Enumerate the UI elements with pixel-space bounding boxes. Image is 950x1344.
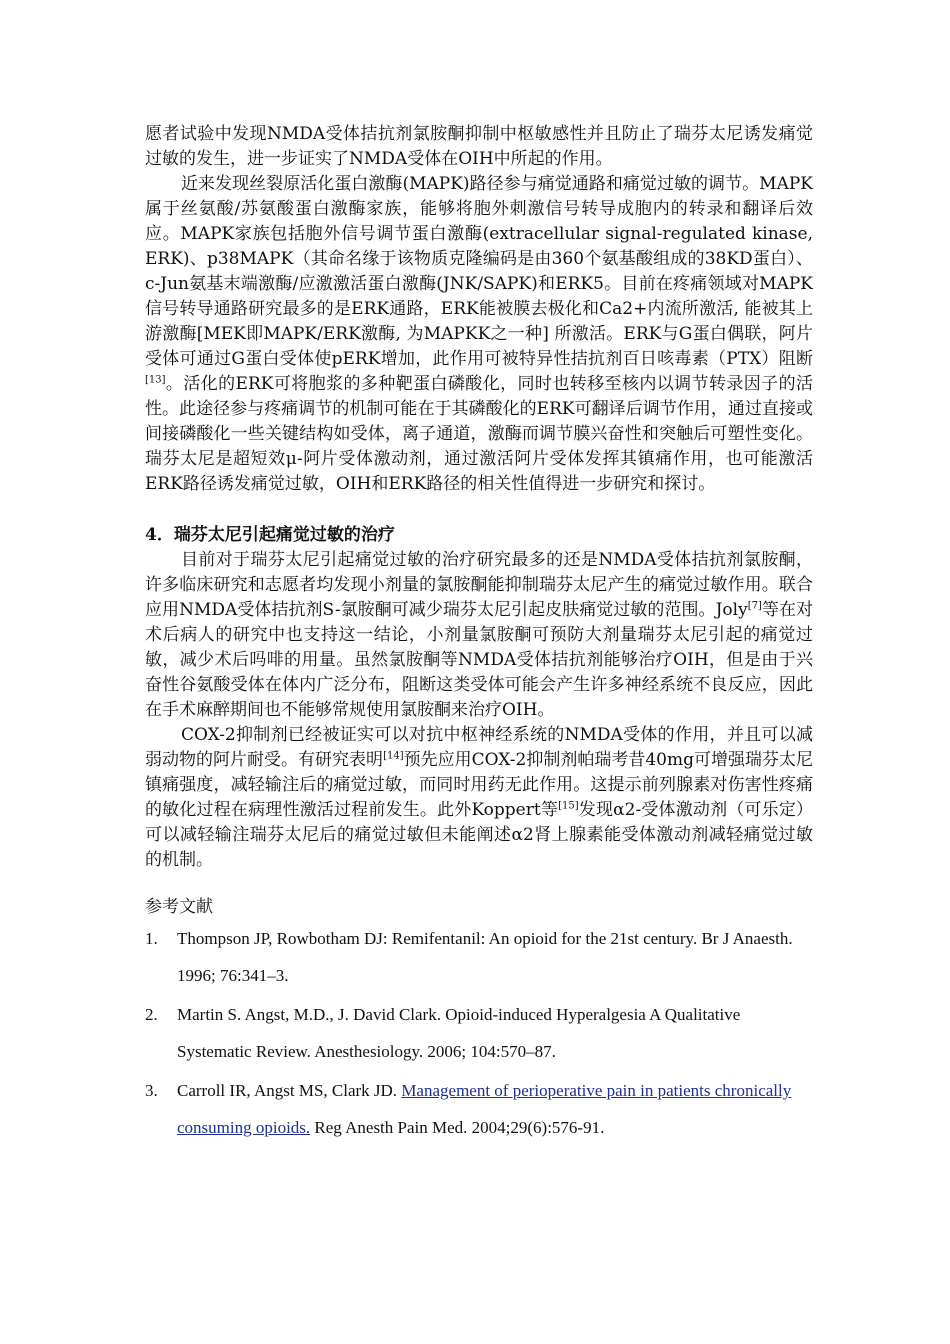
document-page <box>145 122 813 1148</box>
section-heading: 4．瑞芬太尼引起痛觉过敏的治疗 <box>145 525 395 545</box>
reference-link[interactable]: Management of perioperative pain in patients chronically consuming opioids. <box>177 1081 792 1137</box>
reference-number: 2. <box>145 1005 158 1024</box>
paragraph-ketamine-treatment: 目前对于瑞芬太尼引起痛觉过敏的治疗研究最多的还是NMDA受体拮抗剂氯胺酮，许多临床研究和志愿者均发现小剂量的氯胺酮能抑制瑞芬太尼产生的痛觉过敏作用。联合应用NMDA受体拮抗剂S-氯胺酮可减少瑞芬太尼引起皮肤痛觉过敏的范围。Joly[7]等在对术后病人的研究中也支持这一结论，小剂量氯胺酮可预防大剂量瑞芬太尼引起的痛觉过敏，减少术后吗啡的用量。虽然氯胺酮等NMDA受体拮抗剂能够治疗OIH，但是由于兴奋性谷氨酸受体在体内广泛分布，阻断这类受体可能会产生许多神经系统不良反应，因此在手术麻醉期间也不能够常规使用氯胺酮来治疗OIH。 <box>145 550 813 720</box>
reference-text: Thompson JP, Rowbotham DJ: Remifentanil: An opioid for the 21st century. Br J Anaesth. 1996; 76:341–3. <box>177 929 793 985</box>
reference-item <box>145 920 813 994</box>
citation-15: [15] <box>558 800 579 812</box>
reference-text-post: Reg Anesth Pain Med. 2004;29(6):576-91. <box>310 1118 605 1137</box>
reference-item <box>145 996 813 1070</box>
citation-14: [14] <box>383 750 404 762</box>
reference-number: 3. <box>145 1081 158 1100</box>
paragraph-mapk-pathway: 近来发现丝裂原活化蛋白激酶(MAPK)路径参与痛觉通路和痛觉过敏的调节。MAPK属于丝氨酸/苏氨酸蛋白激酶家族，能够将胞外刺激信号转导成胞内的转录和翻译后效应。MAPK家族包括胞外信号调节蛋白激酶(extracellular signal-regulated kinase, ERK)、p38MAPK（其命名缘于该物质克隆编码是由360个氨基酸组成的38KD蛋白）、c-Jun氨基末端激酶/应激激活蛋白激酶(JNK/SAPK)和ERK5。目前在疼痛领域对MAPK信号转导通路研究最多的是ERK通路，ERK能被膜去极化和Ca2+内流所激活, 能被其上游激酶[MEK即MAPK/ERK激酶, 为MAPKK之一种] 所激活。ERK与G蛋白偶联，阿片受体可通过G蛋白受体使pERK增加，此作用可被特异性拮抗剂百日咳毒素（PTX）阻断[13]。活化的ERK可将胞浆的多种靶蛋白磷酸化，同时也转移至核内以调节转录因子的活性。此途径参与疼痛调节的机制可能在于其磷酸化的ERK可翻译后调节作用，通过直接或间接磷酸化一些关键结构如受体，离子通道，激酶而调节膜兴奋性和突触后可塑性变化。瑞芬太尼是超短效μ-阿片受体激动剂，通过激活阿片受体发挥其镇痛作用，也可能激活ERK路径诱发痛觉过敏，OIH和ERK路径的相关性值得进一步研究和探讨。 <box>145 174 813 494</box>
reference-text-pre: Carroll IR, Angst MS, Clark JD. <box>177 1081 402 1100</box>
reference-item <box>145 1072 813 1146</box>
reference-number: 1. <box>145 929 158 948</box>
paragraph-cox2-inhibitor: COX-2抑制剂已经被证实可以对抗中枢神经系统的NMDA受体的作用，并且可以减弱动物的阿片耐受。有研究表明[14]预先应用COX-2抑制剂帕瑞考昔40mg可增强瑞芬太尼镇痛强度，减轻输注后的痛觉过敏，而同时用药无此作用。这提示前列腺素对伤害性疼痛的敏化过程在病理性激活过程前发生。此外Koppert等[15]发现α2-受体激动剂（可乐定）可以减轻输注瑞芬太尼后的痛觉过敏但未能阐述α2肾上腺素能受体激动剂减轻痛觉过敏的机制。 <box>145 725 814 870</box>
reference-text: Martin S. Angst, M.D., J. David Clark. Opioid-induced Hyperalgesia A Qualitative Systematic Review. Anesthesiology. 2006; 104:570–87. <box>177 1005 741 1061</box>
citation-7: [7] <box>747 600 762 612</box>
paragraph-nmda-trial: 愿者试验中发现NMDA受体拮抗剂氯胺酮抑制中枢敏感性并且防止了瑞芬太尼诱发痛觉过敏的发生，进一步证实了NMDA受体在OIH中所起的作用。 <box>145 124 813 169</box>
references-title: 参考文献 <box>145 897 213 917</box>
citation-13: [13] <box>145 374 166 386</box>
